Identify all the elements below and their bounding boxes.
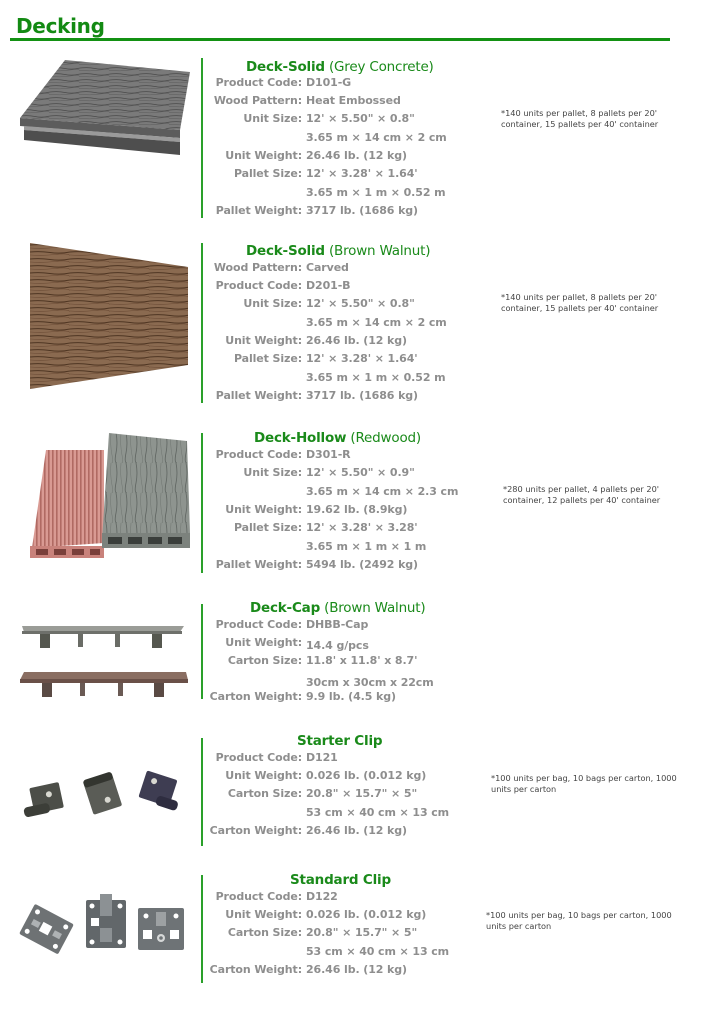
title-divider [10,38,670,41]
spec-label: Unit Weight: [225,908,302,921]
spec-value: 53 cm × 40 cm × 13 cm [306,806,450,819]
spec-label: Product Code: [215,279,302,292]
spec-value: 3.65 m × 1 m × 1 m [306,540,427,553]
spec-value: 3.65 m × 1 m × 0.52 m [306,186,446,199]
spec-value: 3.65 m × 14 cm × 2.3 cm [306,485,459,498]
spec-list [212,448,632,588]
spec-label: Pallet Size: [233,167,302,180]
spec-value: 26.46 lb. (12 kg) [306,824,407,837]
spec-value: 0.026 lb. (0.012 kg) [306,908,427,921]
hollow-deck-boards-image [24,433,194,563]
spec-label: Product Code: [215,76,302,89]
spec-value: 12' × 3.28' × 1.64' [306,167,418,180]
spec-label: Wood Pattern: [213,94,302,107]
spec-label: Carton Size: [227,654,302,667]
spec-label: Product Code: [215,751,302,764]
spec-label: Pallet Size: [233,352,302,365]
section-divider-bar [201,604,203,699]
spec-value: 3.65 m × 14 cm × 2 cm [306,131,447,144]
spec-label: Wood Pattern: [213,261,302,274]
spec-value: Heat Embossed [306,94,401,107]
spec-value: DHBB-Cap [306,618,369,631]
spec-label: Unit Weight: [225,636,302,649]
spec-value: D301-R [306,448,351,461]
product-title: Deck-Solid (Grey Concrete) [246,59,434,75]
spec-label: Pallet Weight: [215,389,302,402]
spec-label: Unit Weight: [225,149,302,162]
spec-list [212,76,632,226]
spec-label: Unit Weight: [225,503,302,516]
spec-value: 3717 lb. (1686 kg) [306,389,418,402]
starter-clips-image [18,765,188,825]
spec-value: D201-B [306,279,351,292]
spec-label: Pallet Size: [233,521,302,534]
spec-label: Product Code: [215,890,302,903]
spec-label: Pallet Weight: [215,558,302,571]
spec-value: D101-G [306,76,352,89]
product-title: Deck-Cap (Brown Walnut) [250,600,426,616]
spec-value: 53 cm × 40 cm × 13 cm [306,945,450,958]
spec-list [212,261,632,411]
spec-value: 26.46 lb. (12 kg) [306,334,407,347]
section-divider-bar [201,433,203,573]
spec-value: 12' × 5.50" × 0.8" [306,297,415,310]
spec-value: 30cm x 30cm x 22cm [306,676,434,689]
spec-value: 12' × 3.28' × 1.64' [306,352,418,365]
product-title: Standard Clip [290,872,391,888]
product-title: Deck-Hollow (Redwood) [254,430,421,446]
spec-label: Pallet Weight: [215,204,302,217]
spec-value: 3717 lb. (1686 kg) [306,204,418,217]
spec-value: 11.8' x 11.8' x 8.7' [306,654,418,667]
spec-list [205,751,625,851]
spec-value: 5494 lb. (2492 kg) [306,558,418,571]
spec-value: D121 [306,751,338,764]
product-title: Starter Clip [297,733,383,749]
spec-value: 20.8" × 15.7" × 5" [306,926,418,939]
spec-value: 20.8" × 15.7" × 5" [306,787,418,800]
spec-list [205,890,625,990]
spec-label: Unit Weight: [225,769,302,782]
packing-note: *140 units per pallet, 8 pallets per 20' container, 15 pallets per 40' container [501,292,659,313]
spec-value: 9.9 lb. (4.5 kg) [306,690,396,703]
spec-label: Unit Weight: [225,334,302,347]
section-divider-bar [201,58,203,218]
spec-value: 19.62 lb. (8.9kg) [306,503,408,516]
grey-solid-deck-board-image [20,60,190,178]
spec-value: 26.46 lb. (12 kg) [306,149,407,162]
spec-value: 26.46 lb. (12 kg) [306,963,407,976]
section-divider-bar [201,738,203,846]
spec-label: Carton Size: [227,926,302,939]
packing-note: *280 units per pallet, 4 pallets per 20' container, 12 pallets per 40' container [503,484,661,505]
spec-label: Carton Weight: [209,824,302,837]
spec-label: Product Code: [215,618,302,631]
spec-value: 3.65 m × 14 cm × 2 cm [306,316,447,329]
product-title: Deck-Solid (Brown Walnut) [246,243,431,259]
standard-clips-image [16,890,191,960]
spec-label: Carton Weight: [209,963,302,976]
spec-value: D122 [306,890,338,903]
spec-label: Product Code: [215,448,302,461]
spec-value: 3.65 m × 1 m × 0.52 m [306,371,446,384]
spec-value: Carved [306,261,349,274]
spec-value: 12' × 5.50" × 0.9" [306,466,415,479]
spec-value: 12' × 3.28' × 3.28' [306,521,418,534]
spec-label: Unit Size: [243,112,302,125]
spec-value: 12' × 5.50" × 0.8" [306,112,415,125]
brown-walnut-deck-board-image [30,243,190,389]
section-divider-bar [201,875,203,983]
packing-note: *100 units per bag, 10 bags per carton, 1000 units per carton [486,910,672,931]
spec-label: Unit Size: [243,466,302,479]
deck-caps-image [18,620,188,700]
spec-value: 0.026 lb. (0.012 kg) [306,769,427,782]
spec-label: Carton Weight: [209,690,302,703]
packing-note: *100 units per bag, 10 bags per carton, 1000 units per carton [491,773,677,794]
page-title: Decking [16,14,105,38]
packing-note: *140 units per pallet, 8 pallets per 20' container, 15 pallets per 40' container [501,108,659,129]
spec-label: Carton Size: [227,787,302,800]
spec-label: Unit Size: [243,297,302,310]
section-divider-bar [201,243,203,403]
spec-value: 14.4 g/pcs [306,639,369,652]
spec-list [205,618,625,718]
